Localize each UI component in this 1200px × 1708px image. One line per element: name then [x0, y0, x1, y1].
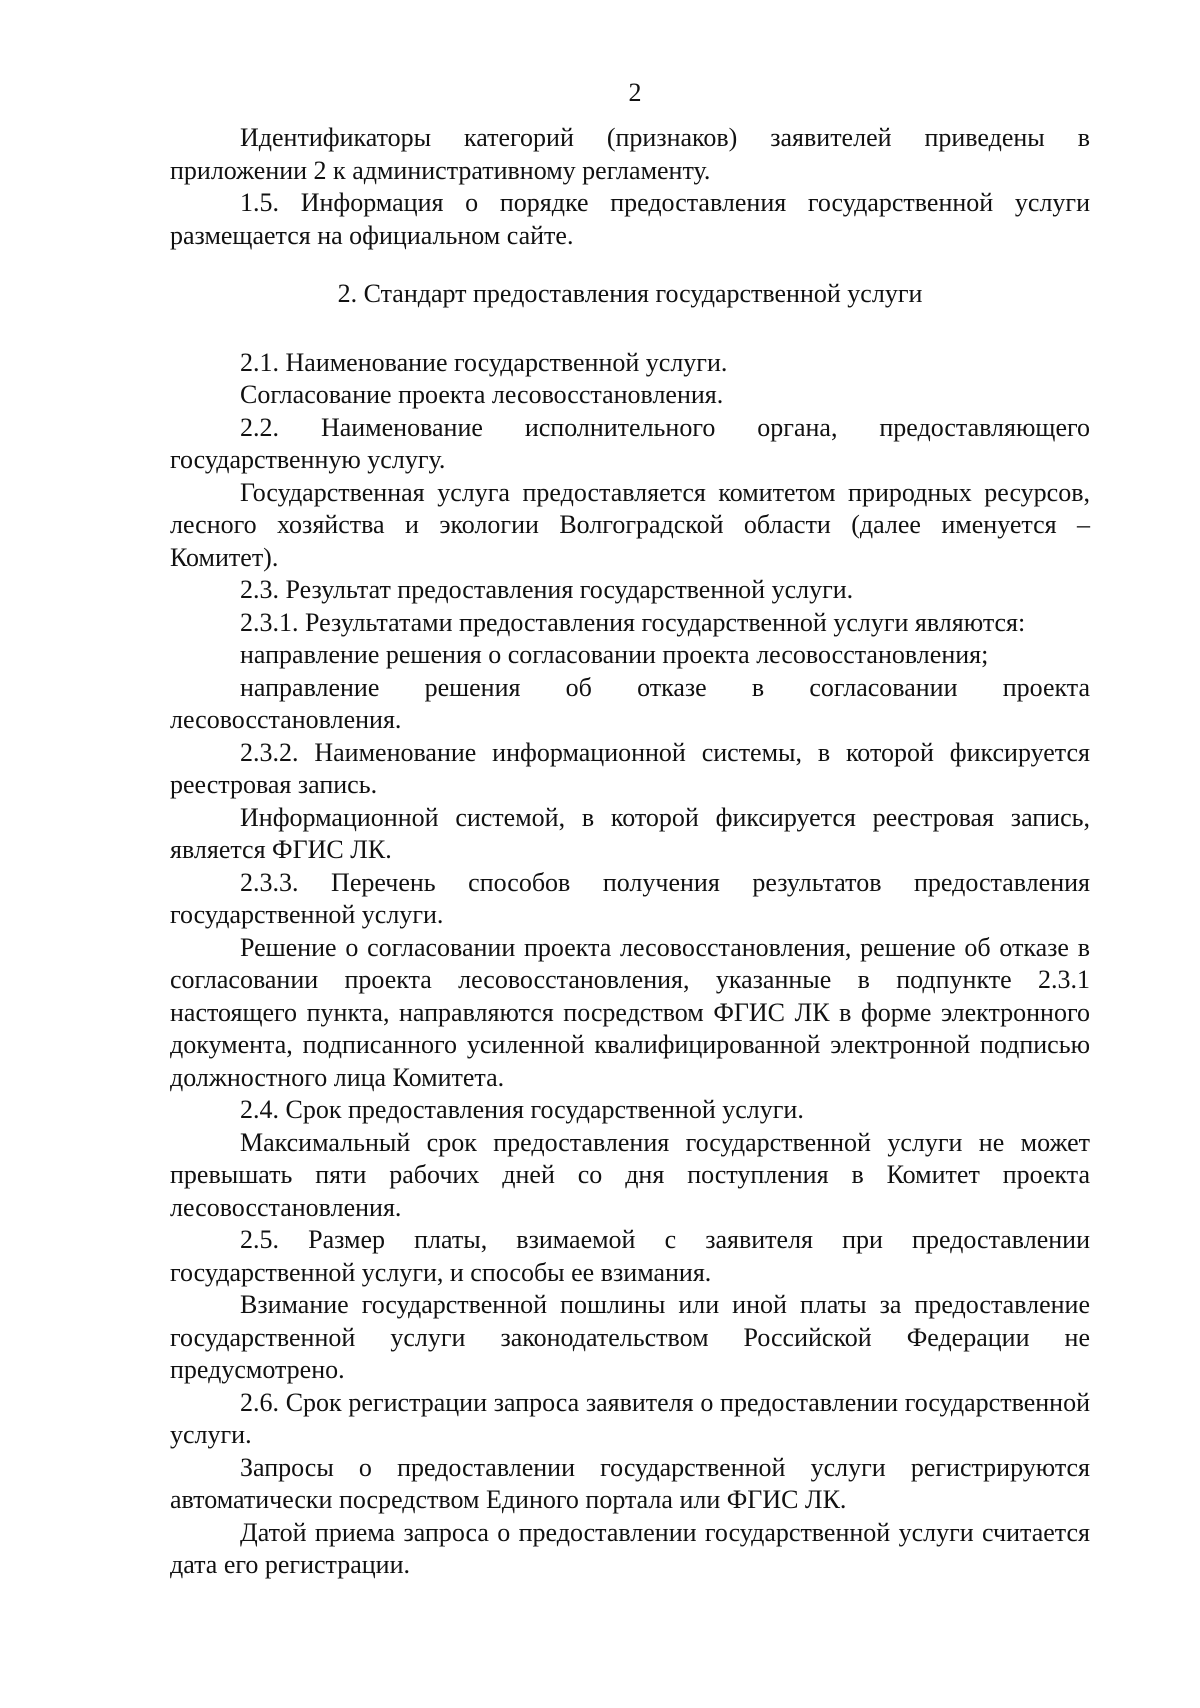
paragraph: 2.3.2. Наименование информационной системы, в которой фиксируется реестровая запись.: [170, 737, 1090, 799]
paragraph: направление решения о согласовании проекта лесовосстановления;: [240, 640, 989, 669]
paragraph: Запросы о предоставлении государственной услуги регистрируются автоматически посредством Единого портала или ФГИС ЛК.: [170, 1452, 1090, 1514]
paragraph: 2.3.3. Перечень способов получения результатов предоставления государственной услуги.: [170, 867, 1090, 929]
paragraph: Информационной системой, в которой фиксируется реестровая запись, является ФГИС ЛК.: [170, 802, 1090, 864]
paragraph: Согласование проекта лесовосстановления.: [240, 380, 724, 409]
paragraph: направление решения об отказе в согласовании проекта лесовосстановления.: [170, 672, 1090, 734]
paragraph: Государственная услуга предоставляется комитетом природных ресурсов, лесного хозяйства и экологии Волгоградской области (далее именуется – Комитет).: [170, 477, 1090, 572]
paragraph: Датой приема запроса о предоставлении государственной услуги считается дата его регистрации.: [170, 1517, 1090, 1579]
paragraph: 2.4. Срок предоставления государственной услуги.: [240, 1095, 804, 1124]
paragraph: 2.2. Наименование исполнительного органа, предоставляющего государственную услугу.: [170, 412, 1090, 474]
page-number: 2: [628, 78, 642, 107]
paragraph: 1.5. Информация о порядке предоставления государственной услуги размещается на официальном сайте.: [170, 188, 1090, 250]
section-heading: 2. Стандарт предоставления государственной услуги: [337, 279, 923, 308]
paragraph: 2.1. Наименование государственной услуги.: [240, 347, 728, 377]
paragraph: 2.3. Результат предоставления государственной услуги.: [240, 575, 854, 604]
paragraph: 2.5. Размер платы, взимаемой с заявителя при предоставлении государственной услуги, и способы ее взимания.: [170, 1225, 1090, 1287]
paragraph: Максимальный срок предоставления государственной услуги не может превышать пяти рабочих дней со дня поступления в Комитет проекта лесовосстановления.: [170, 1127, 1090, 1222]
paragraph: 2.6. Срок регистрации запроса заявителя о предоставлении государственной услуги.: [170, 1387, 1090, 1449]
paragraph: 2.3.1. Результатами предоставления государственной услуги являются:: [240, 607, 1026, 637]
paragraph: Идентификаторы категорий (признаков) заявителей приведены в приложении 2 к административному регламенту.: [170, 123, 1090, 185]
paragraph: Решение о согласовании проекта лесовосстановления, решение об отказе в согласовании проекта лесовосстановления, указанные в подпункте 2.3.1 настоящего пункта, направляются посредством ФГИС ЛК в форме электронного документа, подписанного усиленной квалифицированной электронной подписью должностного лица Комитета.: [170, 932, 1090, 1092]
document-body: [170, 122, 1090, 1582]
paragraph: Взимание государственной пошлины или иной платы за предоставление государственной услуги законодательством Российской Федерации не предусмотрено.: [170, 1290, 1090, 1384]
